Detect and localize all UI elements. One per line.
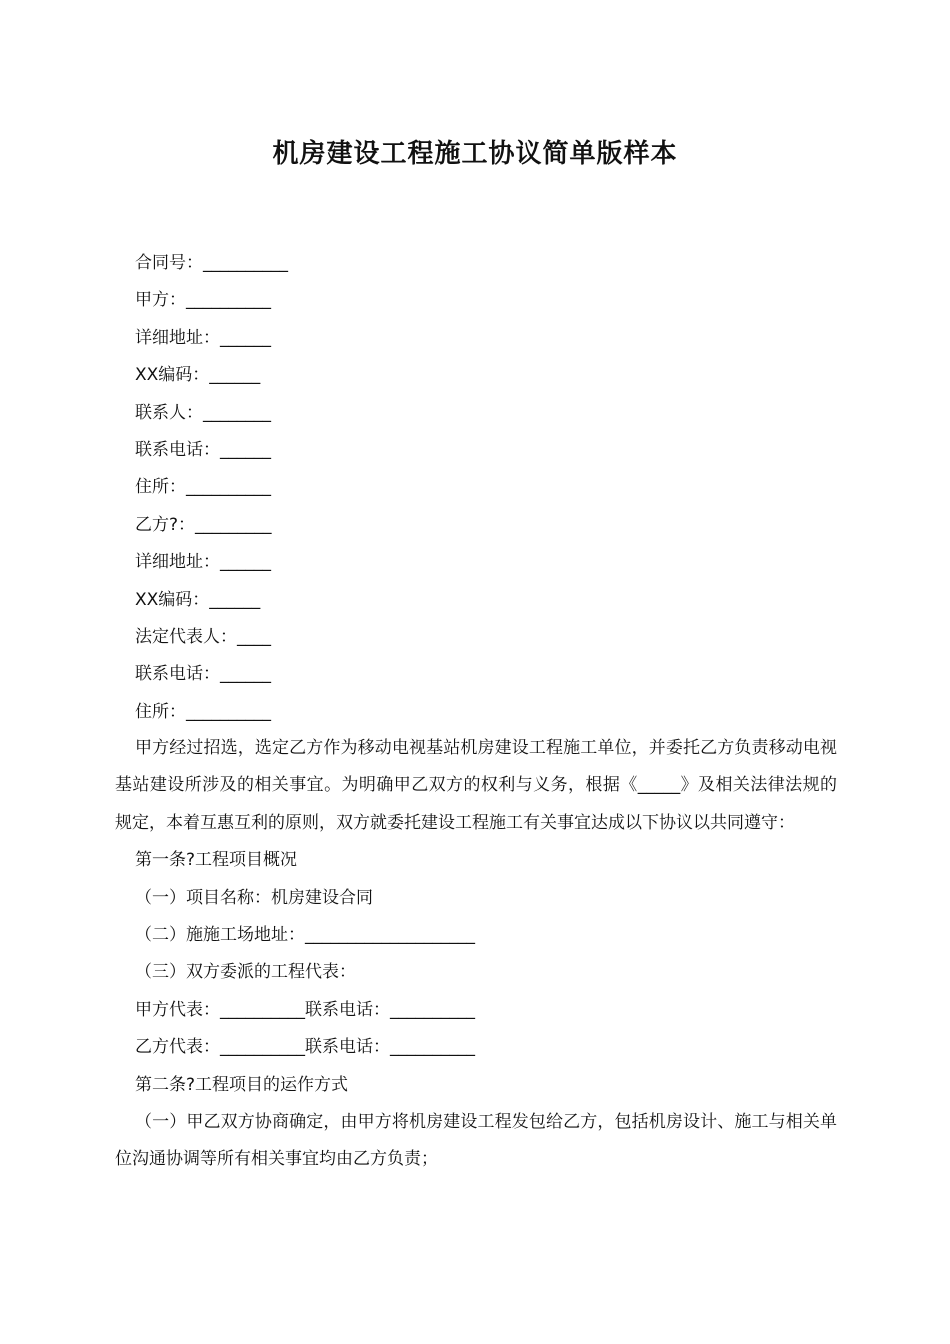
party-b-legal-rep-field: 法定代表人：____ <box>135 626 271 647</box>
article-2-heading: 第二条?工程项目的运作方式 <box>135 1074 349 1095</box>
site-address-line: （二）施施工场地址：____________________ <box>135 925 475 946</box>
party-b-residence-field: 住所：__________ <box>135 701 271 722</box>
party-b-phone-field: 联系电话：______ <box>135 664 271 685</box>
party-b-field: 乙方?：_________ <box>135 514 272 535</box>
contract-number-field: 合同号：__________ <box>135 253 288 273</box>
party-b-postcode-field: XX编码：______ <box>135 589 261 610</box>
party-a-field: 甲方：__________ <box>135 290 271 311</box>
party-a-address-field: 详细地址：______ <box>135 327 271 348</box>
document-body <box>115 730 837 1179</box>
party-a-phone-field: 联系电话：______ <box>135 439 271 460</box>
contract-party-fields <box>135 245 835 731</box>
party-a-contact-field: 联系人：________ <box>135 402 271 423</box>
representatives-line: （三）双方委派的工程代表： <box>135 962 356 983</box>
article-1-heading: 第一条?工程项目概况 <box>135 850 298 871</box>
party-b-representative-line: 乙方代表：__________联系电话：__________ <box>135 1037 475 1058</box>
party-a-postcode-field: XX编码：______ <box>135 365 261 386</box>
party-b-address-field: 详细地址：______ <box>135 552 271 573</box>
document-title: 机房建设工程施工协议简单版样本 <box>272 139 678 169</box>
project-name-line: （一）项目名称：机房建设合同 <box>135 887 373 908</box>
operation-paragraph: （一）甲乙双方协商确定，由甲方将机房建设工程发包给乙方，包括机房设计、施工与相关单位沟通协调等所有相关事宜均由乙方负责； <box>115 1112 837 1170</box>
party-a-residence-field: 住所：__________ <box>135 477 271 498</box>
intro-paragraph: 甲方经过招选，选定乙方作为移动电视基站机房建设工程施工单位，并委托乙方负责移动电视基站建设所涉及的相关事宜。为明确甲乙双方的权利与义务，根据《_____》及相关法律法规的规定，本着互惠互利的原则，双方就委托建设工程施工有关事宜达成以下协议以共同遵守： <box>115 738 837 833</box>
party-a-representative-line: 甲方代表：__________联系电话：__________ <box>135 999 475 1020</box>
